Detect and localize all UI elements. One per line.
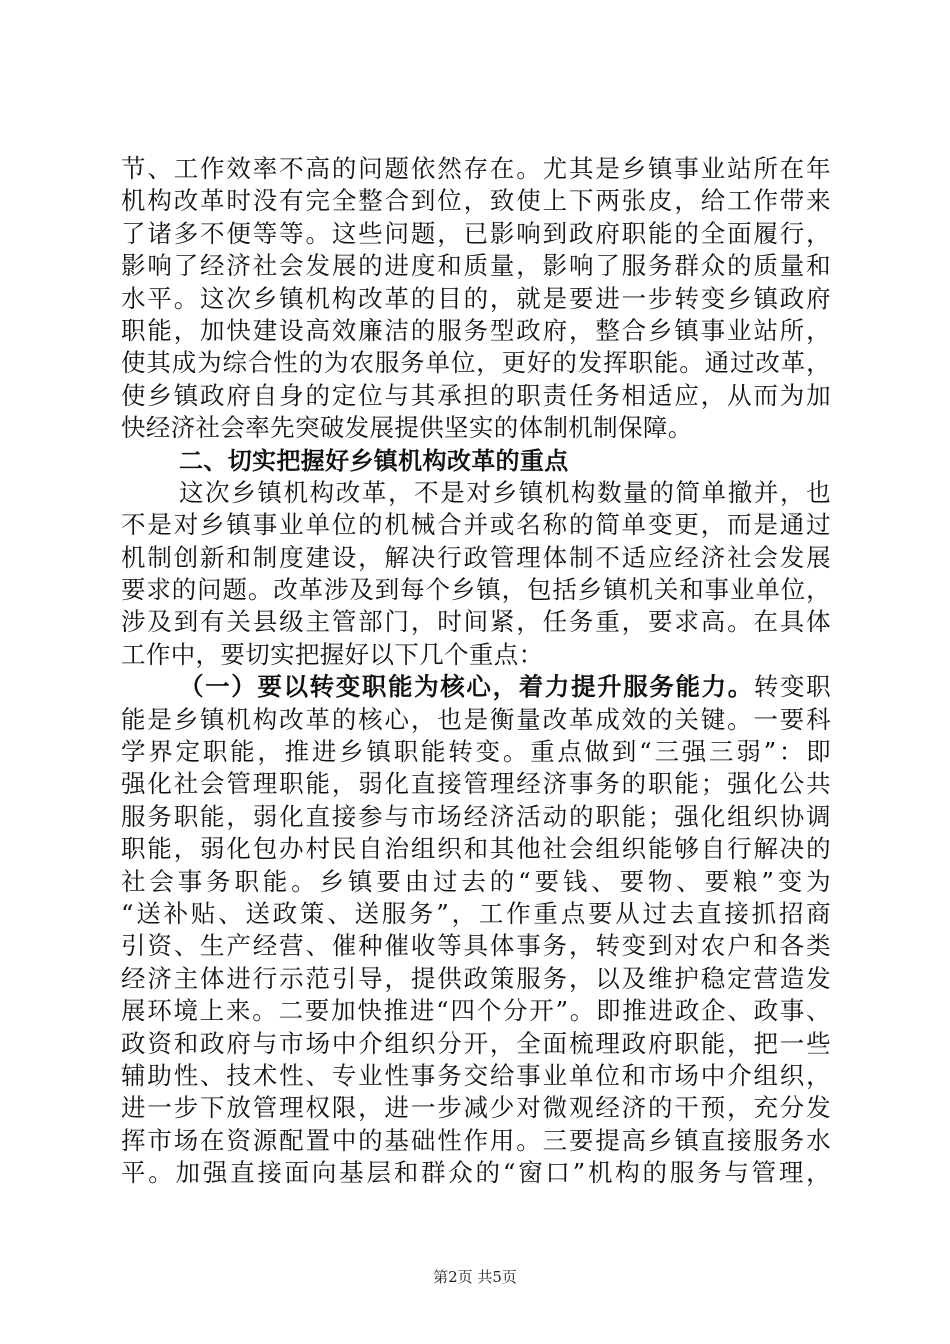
paragraph-3 <box>121 704 831 1190</box>
document-body <box>121 153 831 1190</box>
text-line: 快经济社会率先突破发展提供坚实的体制机制保障。 <box>121 413 693 443</box>
text-line: 使其成为综合性的为农服务单位，更好的发挥职能。通过改革， <box>121 348 831 378</box>
text-line: 水平。这次乡镇机构改革的目的，就是要进一步转变乡镇政府 <box>121 283 831 313</box>
subsection-heading: （一）要以转变职能为核心，着力提升服务能力。 <box>179 672 754 702</box>
text-line: 机制创新和制度建设，解决行政管理体制不适应经济社会发展 <box>121 542 831 572</box>
paragraph-2 <box>121 477 831 671</box>
text-line: 工作中，要切实把握好以下几个重点： <box>121 639 544 669</box>
text-line: 了诸多不便等等。这些问题，已影响到政府职能的全面履行， <box>121 218 831 248</box>
text-line: 能是乡镇机构改革的核心，也是衡量改革成效的关键。一要科 <box>121 704 831 734</box>
text-line: 学界定职能，推进乡镇职能转变。重点做到“三强三弱”：即 <box>121 737 831 767</box>
text-line: 机构改革时没有完全整合到位，致使上下两张皮，给工作带来 <box>121 186 831 216</box>
text-line: 强化社会管理职能，弱化直接管理经济事务的职能；强化公共 <box>121 769 831 799</box>
text-line: 不是对乡镇事业单位的机械合并或名称的简单变更，而是通过 <box>121 510 831 540</box>
text-line: 要求的问题。改革涉及到每个乡镇，包括乡镇机关和事业单位， <box>121 575 831 605</box>
text-line: 节、工作效率不高的问题依然存在。尤其是乡镇事业站所在年 <box>121 154 831 183</box>
text-line: 使乡镇政府自身的定位与其承担的职责任务相适应，从而为加 <box>121 380 831 410</box>
text-line: 职能，弱化包办村民自治组织和其他社会组织能够自行解决的 <box>121 834 831 864</box>
text-line: 辅助性、技术性、专业性事务交给事业单位和市场中介组织， <box>121 1060 831 1090</box>
text-line: 社会事务职能。乡镇要由过去的“要钱、要物、要粮”变为 <box>121 866 831 896</box>
page-number-footer: 第2页 共5页 <box>433 1268 517 1286</box>
text-line: 挥市场在资源配置中的基础性作用。三要提高乡镇直接服务水 <box>121 1125 831 1155</box>
paragraph-1 <box>121 153 831 445</box>
text-line: 政资和政府与市场中介组织分开，全面梳理政府职能，把一些 <box>121 1028 831 1058</box>
section-heading: 二、切实把握好乡镇机构改革的重点 <box>179 446 569 475</box>
subsection-line <box>121 671 831 703</box>
text-line: 影响了经济社会发展的进度和质量，影响了服务群众的质量和 <box>121 251 831 281</box>
text-line: 涉及到有关县级主管部门，时间紧，任务重，要求高。在具体 <box>121 607 831 637</box>
subsection-tail-text: 转变职 <box>753 672 831 702</box>
text-line: 职能，加快建设高效廉洁的服务型政府，整合乡镇事业站所， <box>121 315 831 345</box>
text-line: 平。加强直接面向基层和群众的“窗口”机构的服务与管理， <box>121 1158 831 1188</box>
text-line: “送补贴、送政策、送服务”，工作重点要从过去直接抓招商 <box>121 898 831 928</box>
text-line: 这次乡镇机构改革，不是对乡镇机构数量的简单撤并，也 <box>179 477 831 507</box>
text-line: 进一步下放管理权限，进一步减少对微观经济的干预，充分发 <box>121 1093 831 1123</box>
text-line: 经济主体进行示范引导，提供政策服务，以及维护稳定营造发 <box>121 963 831 993</box>
text-line: 展环境上来。二要加快推进“四个分开”。即推进政企、政事、 <box>121 996 831 1026</box>
text-line: 服务职能，弱化直接参与市场经济活动的职能；强化组织协调 <box>121 801 831 831</box>
text-line: 引资、生产经营、催种催收等具体事务，转变到对农户和各类 <box>121 931 831 961</box>
